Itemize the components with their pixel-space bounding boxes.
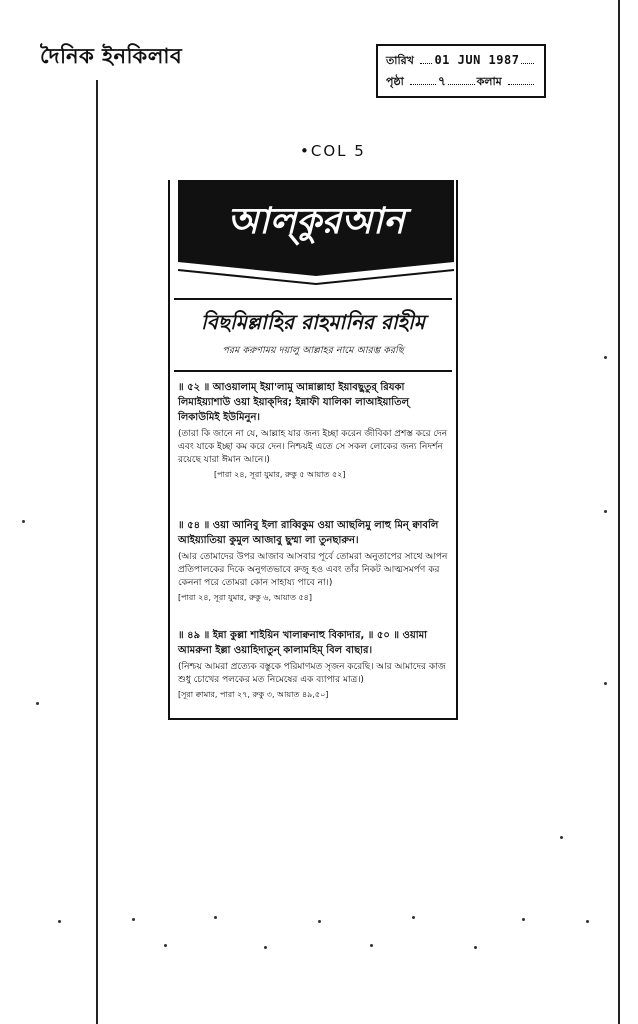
date-label: তারিখ <box>386 54 414 67</box>
scan-speck <box>474 946 477 949</box>
scan-speck <box>22 520 25 523</box>
scan-speck <box>560 836 563 839</box>
dotted-leader <box>448 75 474 85</box>
verse-block <box>178 518 454 603</box>
banner-header <box>178 180 454 260</box>
column-label: কলাম <box>476 75 502 88</box>
verse-translation: (তারা কি জানে না যে, আল্লাহ যার জন্য ইচ্ছা করেন জীবিকা প্রশস্ত করে দেন এবং যাকে ইচ্ছা কম করে দেন। নিশ্চয়ই এতে সে সকল লোকের জন্য নিদর্শন রয়েছে যারা ঈমান আনে।) <box>178 429 448 465</box>
page-code-annotation: •COL 5 <box>300 142 366 160</box>
date-stamp-box <box>376 44 546 98</box>
scan-speck <box>214 916 217 919</box>
verse-translation: (আর তোমাদের উপর আজাব আসবার পূর্বে তোমরা অনুতাপের সাথে আপন প্রতিপালকের দিকে অনুগতভাবে রুজু হও এবং তাঁর নিকট আত্মসমর্পণ কর কেননা পরে তোমরা কোন সাহায্য পাবে না।) <box>178 552 448 588</box>
scan-speck <box>132 918 135 921</box>
date-row <box>386 52 536 73</box>
quran-clipping <box>168 180 458 720</box>
dotted-leader <box>420 54 433 64</box>
verse-block <box>178 628 454 700</box>
verse-reference: [সূরা ক্বামার, পারা ২৭, রুকু ৩, আয়াত ৪৯,৫০] <box>178 690 329 699</box>
scan-speck <box>522 918 525 921</box>
date-value: 01 JUN 1987 <box>434 53 520 67</box>
scan-speck <box>586 920 589 923</box>
verse-transliteration: ॥ ৫৪ ॥ ওয়া আনিবু ইলা রাব্বিকুম ওয়া আছলিমু লাহু মিন্‌ ক্বাবলি আইয়্যাতিয়া কুমুল আজাবু ছুম্মা লা তুনছারুন। <box>178 520 439 546</box>
scan-speck <box>264 946 267 949</box>
scan-speck <box>604 682 607 685</box>
page-label: পৃষ্ঠা <box>386 75 404 88</box>
dotted-leader <box>508 75 534 85</box>
dotted-leader <box>410 75 436 85</box>
basmala-heading: বিছমিল্লাহির রাহমানির রাহীম <box>201 310 425 334</box>
scan-speck <box>412 916 415 919</box>
page-right-rule <box>618 0 620 1024</box>
page-column-row <box>386 73 536 94</box>
verse-reference: [পারা ২৪, সূরা যুমার, রুকু ৫ আয়াত ৫২] <box>214 470 346 479</box>
scan-speck <box>370 944 373 947</box>
verse-reference: [পারা ২৪, সূরা যুমার, রুকু ৬, আয়াত ৫৪] <box>178 593 312 602</box>
scan-speck <box>164 944 167 947</box>
basmala-panel <box>174 298 452 372</box>
basmala-translation: পরম করুণাময় দয়ালু আল্লাহর নামে আরম্ভ করছি <box>222 345 404 356</box>
verse-transliteration: ॥ ৪৯ ॥ ইন্না কুল্লা শাইয়িন খালাক্বনাহু বিকাদার, ॥ ৫০ ॥ ওয়ামা আমরুনা ইল্লা ওয়াহিদাতুন্‌ কালামহিম্‌ বিল বাছার। <box>178 630 428 656</box>
verse-translation: (নিশ্চয় আমরা প্রত্যেক বস্তুকে পরিমাণমত সৃজন করেছি। আর আমাদের কাজ শুধু চোখের পলকের মত নিমেষের এক ব্যাপার মাত্র।) <box>178 662 446 685</box>
page-value: ৭ <box>438 74 447 88</box>
page-left-rule <box>96 80 98 1024</box>
scan-speck <box>604 356 607 359</box>
scan-speck <box>36 702 39 705</box>
dotted-leader <box>521 54 534 64</box>
verse-transliteration: ॥ ৫২ ॥ আওয়ালাম্‌ ইয়া'লামু আন্নাল্লাহা ইয়াবছুতুর্‌ রিযকা লিমাইয়্যাশাউ ওয়া ইয়াক্‌দির; ইন্নাফী যালিকা লাআইয়াতিল্‌ লিকাউমিই ইউমিনুন। <box>178 382 410 423</box>
scan-speck <box>318 920 321 923</box>
scan-speck <box>58 920 61 923</box>
scan-speck <box>604 510 607 513</box>
verse-block <box>178 380 454 480</box>
newspaper-masthead: দৈনিক ইনকিলাব <box>40 43 183 68</box>
banner-title: আল্‌কুরআন <box>227 200 405 242</box>
